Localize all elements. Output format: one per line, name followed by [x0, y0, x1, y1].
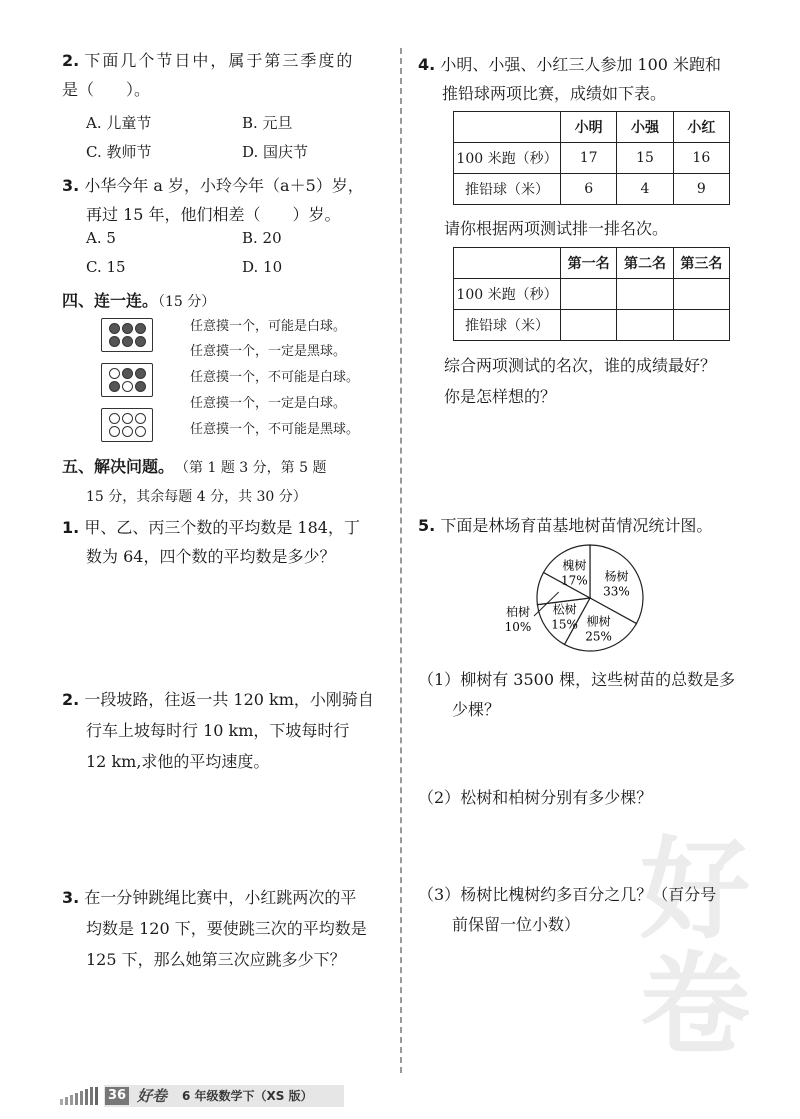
section-4-heading: [62, 288, 215, 311]
table-cell: 15: [617, 143, 673, 174]
question-text-2: 均数是 120 下，要使跳三次的平均数是: [86, 919, 367, 938]
option-d[interactable]: D. 国庆节: [242, 143, 309, 161]
page-number: 36: [105, 1087, 129, 1105]
option-c[interactable]: C. 教师节: [86, 143, 152, 161]
section-5-heading: [62, 453, 326, 511]
problem-1: [62, 513, 397, 571]
question-text-3: 125 下，那么她第三次应跳多少下？: [86, 950, 346, 969]
question-text: 小华今年 a 岁，小玲今年（a＋5）岁，: [84, 176, 364, 195]
black-ball-icon: [109, 323, 120, 334]
question-text: 甲、乙、丙三个数的平均数是 184，丁: [84, 518, 360, 537]
footer-brand-logo: 好卷: [137, 1087, 168, 1105]
option-a[interactable]: A. 儿童节: [86, 114, 152, 132]
watermark-char-2: 卷: [640, 941, 750, 1069]
question-text: 一段坡路，往返一共 120 km，小刚骑自: [84, 690, 374, 709]
table-cell: 推铅球（米）: [454, 174, 561, 205]
table-header: 第一名: [561, 248, 617, 279]
answer-cell[interactable]: [617, 279, 673, 310]
table-cell: 9: [673, 174, 729, 205]
question-text: 杨树比槐树约多百分之几？（百分号: [460, 885, 717, 904]
question-4: [418, 50, 758, 108]
table-cell: 16: [673, 143, 729, 174]
white-ball-icon: [109, 426, 120, 437]
question-number: 1.: [62, 518, 80, 537]
white-ball-icon: [109, 368, 120, 379]
question-text-2: 少棵？: [452, 700, 501, 719]
table-cell: [454, 112, 561, 143]
table-cell: 6: [561, 174, 617, 205]
answer-cell[interactable]: [673, 310, 729, 341]
question-3: [62, 171, 397, 229]
black-ball-icon: [135, 368, 146, 379]
black-ball-icon: [122, 336, 133, 347]
answer-cell[interactable]: [561, 279, 617, 310]
problem-3: [62, 882, 397, 975]
footer-stripes-decoration: [60, 1087, 102, 1105]
slice-value-label: 10%: [504, 620, 532, 634]
question-text-3: 12 km,求他的平均速度。: [86, 752, 270, 771]
sub-label: （3）: [418, 885, 461, 904]
question-text-2: 推铅球两项比赛，成绩如下表。: [442, 84, 667, 103]
question-text: 小明、小强、小红三人参加 100 米跑和: [440, 55, 722, 74]
tree-pie-chart: [480, 540, 700, 660]
footer-book-title: 6 年级数学下（XS 版）: [182, 1089, 313, 1103]
white-ball-icon: [122, 413, 133, 424]
score-table: [453, 111, 730, 205]
slice-name-label: 槐树: [562, 558, 587, 573]
table-header: 小强: [617, 112, 673, 143]
column-divider: [400, 48, 402, 1073]
option-a[interactable]: A. 5: [86, 229, 116, 247]
table-header: 小明: [561, 112, 617, 143]
option-c[interactable]: C. 15: [86, 258, 126, 276]
section-score: （15 分）: [158, 294, 216, 310]
white-ball-icon: [135, 413, 146, 424]
answer-cell[interactable]: [561, 310, 617, 341]
question-text-2: 再过 15 年，他们相差（ ）岁。: [86, 205, 341, 224]
question-5-part-1: [418, 665, 735, 725]
watermark-char-1: 好: [640, 826, 750, 954]
section-title: 五、解决问题。: [62, 457, 175, 476]
question-number: 3.: [62, 176, 80, 195]
question-5-part-3: [418, 880, 716, 940]
question-number: 2.: [62, 690, 80, 709]
slice-name-label: 杨树: [604, 569, 629, 584]
table-cell: [454, 248, 561, 279]
box-mixed[interactable]: [101, 363, 153, 397]
box-mostly-black[interactable]: [101, 318, 153, 352]
table-row: [454, 174, 730, 205]
match-statement-4[interactable]: 任意摸一个，一定是白球。: [190, 396, 347, 411]
white-ball-icon: [122, 381, 133, 392]
question-text-2: 你是怎样想的？: [444, 387, 557, 406]
question-4-followup: [444, 350, 716, 412]
black-ball-icon: [135, 381, 146, 392]
question-number: 2.: [62, 51, 80, 70]
section-score: （第 1 题 3 分，第 5 题: [182, 460, 327, 476]
table-header-row: [454, 248, 730, 279]
slice-value-label: 33%: [603, 584, 630, 599]
answer-cell[interactable]: [617, 310, 673, 341]
question-text-2: 行车上坡每时行 10 km，下坡每时行: [86, 721, 350, 740]
table-cell: 推铅球（米）: [454, 310, 561, 341]
match-statement-1[interactable]: 任意摸一个，可能是白球。: [190, 319, 347, 334]
table-header: 第三名: [673, 248, 729, 279]
question-text: 在一分钟跳绳比赛中，小红跳两次的平: [84, 888, 357, 907]
option-b[interactable]: B. 元旦: [242, 114, 293, 132]
black-ball-icon: [135, 336, 146, 347]
question-5: [418, 511, 712, 540]
question-text-2: 数为 64，四个数的平均数是多少？: [86, 547, 336, 566]
white-ball-icon: [109, 413, 120, 424]
question-text-2: 前保留一位小数）: [452, 915, 581, 934]
white-ball-icon: [135, 426, 146, 437]
option-d[interactable]: D. 10: [242, 258, 283, 276]
question-text: 下面是林场育苗基地树苗情况统计图。: [440, 516, 713, 535]
sub-label: （2）: [418, 788, 461, 807]
table-row: [454, 310, 730, 341]
match-statement-2[interactable]: 任意摸一个，一定是黑球。: [190, 344, 347, 359]
question-number: 5.: [418, 516, 436, 535]
match-statement-3[interactable]: 任意摸一个，不可能是白球。: [190, 370, 360, 385]
section-score-2: 15 分，其余每题 4 分，共 30 分）: [86, 489, 307, 505]
question-text: 下面几个节日中，属于第三季度的: [84, 51, 355, 70]
table-cell: 100 米跑（秒）: [454, 279, 561, 310]
slice-value-label: 15%: [551, 617, 578, 632]
ranking-table: [453, 247, 730, 341]
slice-value-label: 17%: [561, 573, 588, 588]
question-number: 4.: [418, 55, 436, 74]
question-text-2: 是（ ）。: [62, 80, 151, 99]
table-cell: 100 米跑（秒）: [454, 143, 561, 174]
black-ball-icon: [109, 381, 120, 392]
question-5-part-2: [418, 783, 652, 812]
table-cell: 17: [561, 143, 617, 174]
slice-name-label: 松树: [552, 602, 577, 617]
black-ball-icon: [135, 323, 146, 334]
table-header: 第二名: [617, 248, 673, 279]
table-row: [454, 143, 730, 174]
ranking-prompt: 请你根据两项测试排一排名次。: [444, 219, 669, 238]
answer-cell[interactable]: [673, 279, 729, 310]
table-header-row: [454, 112, 730, 143]
table-row: [454, 279, 730, 310]
question-number: 3.: [62, 888, 80, 907]
question-text: 综合两项测试的名次，谁的成绩最好？: [444, 356, 717, 375]
slice-name-label: 柏树: [505, 605, 531, 619]
slice-name-label: 柳树: [586, 614, 611, 629]
black-ball-icon: [122, 368, 133, 379]
option-b[interactable]: B. 20: [242, 229, 282, 247]
box-all-white[interactable]: [101, 408, 153, 442]
table-header: 小红: [673, 112, 729, 143]
question-text: 柳树有 3500 棵，这些树苗的总数是多: [460, 670, 736, 689]
black-ball-icon: [109, 336, 120, 347]
sub-label: （1）: [418, 670, 461, 689]
white-ball-icon: [122, 426, 133, 437]
slice-value-label: 25%: [585, 629, 612, 644]
black-ball-icon: [122, 323, 133, 334]
problem-2: [62, 684, 397, 777]
table-cell: 4: [617, 174, 673, 205]
question-text: 松树和柏树分别有多少棵？: [460, 788, 653, 807]
match-statement-5[interactable]: 任意摸一个，不可能是黑球。: [190, 422, 360, 437]
question-2: [62, 46, 392, 104]
section-title: 四、连一连。: [62, 291, 159, 310]
